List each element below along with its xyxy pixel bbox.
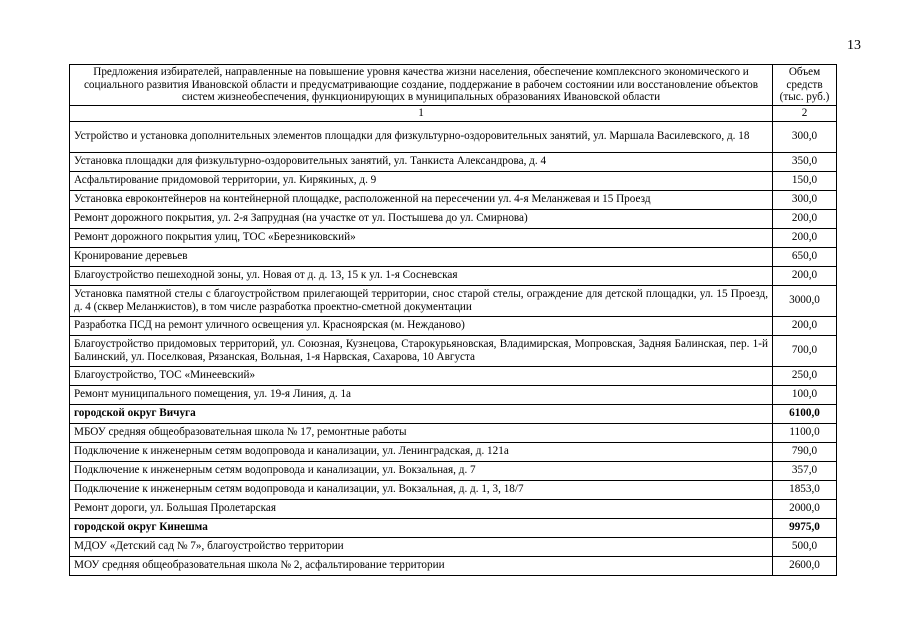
row-description: МБОУ средняя общеобразовательная школа № 17, ремонтные работы <box>70 423 773 442</box>
row-amount: 300,0 <box>773 190 837 209</box>
row-amount: 700,0 <box>773 335 837 366</box>
row-description: Благоустройство пешеходной зоны, ул. Новая от д. д. 13, 15 к ул. 1-я Сосневская <box>70 266 773 285</box>
table-header-row <box>70 65 837 106</box>
row-amount: 200,0 <box>773 209 837 228</box>
row-description: Благоустройство придомовых территорий, ул. Союзная, Кузнецова, Старокурьяновская, Владимирская, Мопровская, Задняя Балинская, пер. 1-й Балинский, ул. Поселковая, Рязанская, Вольная, 1-я Нарвская, Сахарова, 10 Августа <box>70 335 773 366</box>
table-row <box>70 247 837 266</box>
row-amount: 250,0 <box>773 366 837 385</box>
row-description: Асфальтирование придомовой территории, ул. Кирякиных, д. 9 <box>70 171 773 190</box>
row-description: Ремонт дороги, ул. Большая Пролетарская <box>70 499 773 518</box>
row-amount: 350,0 <box>773 152 837 171</box>
table-row <box>70 228 837 247</box>
page-number: 13 <box>847 38 861 53</box>
row-amount: 300,0 <box>773 121 837 152</box>
row-description: Подключение к инженерным сетям водопровода и канализации, ул. Вокзальная, д. д. 1, 3, 18/7 <box>70 480 773 499</box>
table-row <box>70 423 837 442</box>
row-description: Установка евроконтейнеров на контейнерной площадке, расположенной на пересечении ул. 4-я Меланжевая и 15 Проезд <box>70 190 773 209</box>
row-amount: 2600,0 <box>773 556 837 575</box>
row-amount: 3000,0 <box>773 285 837 316</box>
row-description: Установка памятной стелы с благоустройством прилегающей территории, снос старой стелы, ограждение для детской площадки, ул. 15 Проезд, д. 4 (сквер Меланжистов), в том числе разработка проектно-сметной документации <box>70 285 773 316</box>
table-row <box>70 285 837 316</box>
row-description: Ремонт дорожного покрытия улиц, ТОС «Березниковский» <box>70 228 773 247</box>
row-amount: 650,0 <box>773 247 837 266</box>
row-amount: 1100,0 <box>773 423 837 442</box>
table-row <box>70 461 837 480</box>
table-row <box>70 152 837 171</box>
header-amount: Объем средств (тыс. руб.) <box>773 65 837 106</box>
row-description: МОУ средняя общеобразовательная школа № 2, асфальтирование территории <box>70 556 773 575</box>
table-row <box>70 556 837 575</box>
column-number-2: 2 <box>773 105 837 121</box>
section-header-row <box>70 518 837 537</box>
section-header-row <box>70 404 837 423</box>
row-amount: 2000,0 <box>773 499 837 518</box>
table-row <box>70 209 837 228</box>
section-title: городской округ Кинешма <box>70 518 773 537</box>
table-row <box>70 385 837 404</box>
row-description: Подключение к инженерным сетям водопровода и канализации, ул. Ленинградская, д. 121а <box>70 442 773 461</box>
table-row <box>70 537 837 556</box>
section-total: 6100,0 <box>773 404 837 423</box>
column-number-row <box>70 105 837 121</box>
row-amount: 357,0 <box>773 461 837 480</box>
section-title: городской округ Вичуга <box>70 404 773 423</box>
table-row <box>70 266 837 285</box>
table-row <box>70 316 837 335</box>
column-number-1: 1 <box>70 105 773 121</box>
row-description: Подключение к инженерным сетям водопровода и канализации, ул. Вокзальная, д. 7 <box>70 461 773 480</box>
table-row <box>70 171 837 190</box>
row-amount: 200,0 <box>773 228 837 247</box>
table-row <box>70 121 837 152</box>
row-amount: 150,0 <box>773 171 837 190</box>
section-total: 9975,0 <box>773 518 837 537</box>
row-description: Ремонт муниципального помещения, ул. 19-я Линия, д. 1а <box>70 385 773 404</box>
table-row <box>70 499 837 518</box>
row-amount: 100,0 <box>773 385 837 404</box>
row-description: Разработка ПСД на ремонт уличного освещения ул. Красноярская (м. Нежданово) <box>70 316 773 335</box>
row-description: Благоустройство, ТОС «Минеевский» <box>70 366 773 385</box>
table-row <box>70 480 837 499</box>
row-description: МДОУ «Детский сад № 7», благоустройство территории <box>70 537 773 556</box>
row-amount: 200,0 <box>773 316 837 335</box>
header-description: Предложения избирателей, направленные на повышение уровня качества жизни населения, обеспечение комплексного экономического и социального развития Ивановской области и предусматривающие создание, поддержание в рабочем состоянии или восстановление объектов систем жизнеобеспечения, функционирующих в муниципальных образованиях Ивановской области <box>70 65 773 106</box>
table-row <box>70 442 837 461</box>
table-body <box>70 121 837 575</box>
row-amount: 200,0 <box>773 266 837 285</box>
row-description: Установка площадки для физкультурно-оздоровительных занятий, ул. Танкиста Александрова, д. 4 <box>70 152 773 171</box>
table-row <box>70 190 837 209</box>
row-description: Ремонт дорожного покрытия, ул. 2-я Запрудная (на участке от ул. Постышева до ул. Смирнова) <box>70 209 773 228</box>
row-amount: 1853,0 <box>773 480 837 499</box>
row-amount: 790,0 <box>773 442 837 461</box>
row-description: Устройство и установка дополнительных элементов площадки для физкультурно-оздоровительных занятий, ул. Маршала Василевского, д. 18 <box>70 121 773 152</box>
row-description: Кронирование деревьев <box>70 247 773 266</box>
row-amount: 500,0 <box>773 537 837 556</box>
table-row <box>70 366 837 385</box>
table-row <box>70 335 837 366</box>
proposals-table <box>69 64 837 576</box>
